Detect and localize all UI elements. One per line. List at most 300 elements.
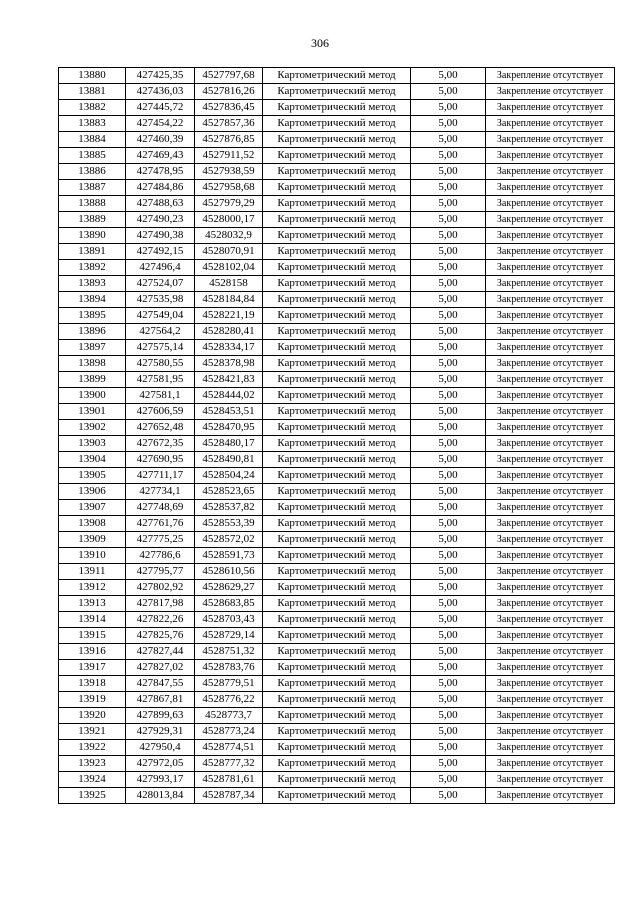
method-cell: Картометрический метод (263, 644, 411, 660)
y-coordinate-cell: 4528444,02 (195, 388, 263, 404)
x-coordinate-cell: 427488,63 (126, 196, 195, 212)
point-number-cell: 13895 (59, 308, 126, 324)
accuracy-cell: 5,00 (411, 436, 486, 452)
method-cell: Картометрический метод (263, 68, 411, 84)
table-row (59, 452, 615, 468)
y-coordinate-cell: 4528572,02 (195, 532, 263, 548)
page-number: 306 (311, 36, 329, 50)
fixing-cell: Закрепление отсутствует (486, 468, 615, 484)
y-coordinate-cell: 4528610,56 (195, 564, 263, 580)
method-cell: Картометрический метод (263, 548, 411, 564)
x-coordinate-cell: 427425,35 (126, 68, 195, 84)
point-number-cell: 13912 (59, 580, 126, 596)
table-row (59, 564, 615, 580)
method-cell: Картометрический метод (263, 244, 411, 260)
table-row (59, 388, 615, 404)
method-cell: Картометрический метод (263, 612, 411, 628)
fixing-cell: Закрепление отсутствует (486, 644, 615, 660)
point-number-cell: 13900 (59, 388, 126, 404)
table-row (59, 292, 615, 308)
table-row (59, 340, 615, 356)
table-row (59, 180, 615, 196)
table-row (59, 244, 615, 260)
x-coordinate-cell: 427535,98 (126, 292, 195, 308)
point-number-cell: 13904 (59, 452, 126, 468)
table-row (59, 596, 615, 612)
fixing-cell: Закрепление отсутствует (486, 676, 615, 692)
x-coordinate-cell: 427827,02 (126, 660, 195, 676)
accuracy-cell: 5,00 (411, 612, 486, 628)
method-cell: Картометрический метод (263, 692, 411, 708)
x-coordinate-cell: 427786,6 (126, 548, 195, 564)
table-row (59, 676, 615, 692)
y-coordinate-cell: 4527816,26 (195, 84, 263, 100)
x-coordinate-cell: 427490,23 (126, 212, 195, 228)
table-row (59, 420, 615, 436)
x-coordinate-cell: 427929,31 (126, 724, 195, 740)
point-number-cell: 13911 (59, 564, 126, 580)
x-coordinate-cell: 427827,44 (126, 644, 195, 660)
fixing-cell: Закрепление отсутствует (486, 292, 615, 308)
x-coordinate-cell: 427460,39 (126, 132, 195, 148)
x-coordinate-cell: 427478,95 (126, 164, 195, 180)
fixing-cell: Закрепление отсутствует (486, 500, 615, 516)
fixing-cell: Закрепление отсутствует (486, 660, 615, 676)
table-row (59, 276, 615, 292)
fixing-cell: Закрепление отсутствует (486, 180, 615, 196)
fixing-cell: Закрепление отсутствует (486, 148, 615, 164)
accuracy-cell: 5,00 (411, 548, 486, 564)
y-coordinate-cell: 4527797,68 (195, 68, 263, 84)
y-coordinate-cell: 4528783,76 (195, 660, 263, 676)
x-coordinate-cell: 427484,86 (126, 180, 195, 196)
x-coordinate-cell: 428013,84 (126, 788, 195, 804)
point-number-cell: 13908 (59, 516, 126, 532)
y-coordinate-cell: 4528781,61 (195, 772, 263, 788)
table-row (59, 612, 615, 628)
y-coordinate-cell: 4528537,82 (195, 500, 263, 516)
accuracy-cell: 5,00 (411, 340, 486, 356)
y-coordinate-cell: 4528776,22 (195, 692, 263, 708)
accuracy-cell: 5,00 (411, 404, 486, 420)
accuracy-cell: 5,00 (411, 580, 486, 596)
accuracy-cell: 5,00 (411, 564, 486, 580)
point-number-cell: 13889 (59, 212, 126, 228)
accuracy-cell: 5,00 (411, 132, 486, 148)
method-cell: Картометрический метод (263, 148, 411, 164)
y-coordinate-cell: 4528378,98 (195, 356, 263, 372)
point-number-cell: 13886 (59, 164, 126, 180)
accuracy-cell: 5,00 (411, 676, 486, 692)
accuracy-cell: 5,00 (411, 484, 486, 500)
x-coordinate-cell: 427950,4 (126, 740, 195, 756)
fixing-cell: Закрепление отсутствует (486, 260, 615, 276)
y-coordinate-cell: 4528102,04 (195, 260, 263, 276)
point-number-cell: 13909 (59, 532, 126, 548)
fixing-cell: Закрепление отсутствует (486, 724, 615, 740)
point-number-cell: 13898 (59, 356, 126, 372)
accuracy-cell: 5,00 (411, 628, 486, 644)
method-cell: Картометрический метод (263, 404, 411, 420)
accuracy-cell: 5,00 (411, 516, 486, 532)
x-coordinate-cell: 427899,63 (126, 708, 195, 724)
fixing-cell: Закрепление отсутствует (486, 756, 615, 772)
point-number-cell: 13896 (59, 324, 126, 340)
point-number-cell: 13920 (59, 708, 126, 724)
point-number-cell: 13919 (59, 692, 126, 708)
method-cell: Картометрический метод (263, 372, 411, 388)
x-coordinate-cell: 427580,55 (126, 356, 195, 372)
accuracy-cell: 5,00 (411, 148, 486, 164)
accuracy-cell: 5,00 (411, 260, 486, 276)
x-coordinate-cell: 427993,17 (126, 772, 195, 788)
y-coordinate-cell: 4528683,85 (195, 596, 263, 612)
accuracy-cell: 5,00 (411, 324, 486, 340)
accuracy-cell: 5,00 (411, 772, 486, 788)
x-coordinate-cell: 427454,22 (126, 116, 195, 132)
point-number-cell: 13899 (59, 372, 126, 388)
method-cell: Картометрический метод (263, 452, 411, 468)
accuracy-cell: 5,00 (411, 308, 486, 324)
table-row (59, 132, 615, 148)
method-cell: Картометрический метод (263, 788, 411, 804)
x-coordinate-cell: 427606,59 (126, 404, 195, 420)
fixing-cell: Закрепление отсутствует (486, 484, 615, 500)
x-coordinate-cell: 427445,72 (126, 100, 195, 116)
y-coordinate-cell: 4528703,43 (195, 612, 263, 628)
point-number-cell: 13888 (59, 196, 126, 212)
accuracy-cell: 5,00 (411, 756, 486, 772)
fixing-cell: Закрепление отсутствует (486, 308, 615, 324)
point-number-cell: 13892 (59, 260, 126, 276)
fixing-cell: Закрепление отсутствует (486, 212, 615, 228)
x-coordinate-cell: 427581,95 (126, 372, 195, 388)
x-coordinate-cell: 427492,15 (126, 244, 195, 260)
method-cell: Картометрический метод (263, 596, 411, 612)
y-coordinate-cell: 4527836,45 (195, 100, 263, 116)
method-cell: Картометрический метод (263, 772, 411, 788)
point-number-cell: 13921 (59, 724, 126, 740)
table-row (59, 196, 615, 212)
method-cell: Картометрический метод (263, 516, 411, 532)
fixing-cell: Закрепление отсутствует (486, 164, 615, 180)
point-number-cell: 13897 (59, 340, 126, 356)
x-coordinate-cell: 427867,81 (126, 692, 195, 708)
accuracy-cell: 5,00 (411, 420, 486, 436)
table-row (59, 548, 615, 564)
table-row (59, 212, 615, 228)
fixing-cell: Закрепление отсутствует (486, 740, 615, 756)
fixing-cell: Закрепление отсутствует (486, 372, 615, 388)
point-number-cell: 13914 (59, 612, 126, 628)
table-row (59, 148, 615, 164)
method-cell: Картометрический метод (263, 180, 411, 196)
point-number-cell: 13917 (59, 660, 126, 676)
table-row (59, 580, 615, 596)
point-number-cell: 13883 (59, 116, 126, 132)
fixing-cell: Закрепление отсутствует (486, 340, 615, 356)
fixing-cell: Закрепление отсутствует (486, 628, 615, 644)
y-coordinate-cell: 4527876,85 (195, 132, 263, 148)
y-coordinate-cell: 4527958,68 (195, 180, 263, 196)
method-cell: Картометрический метод (263, 308, 411, 324)
accuracy-cell: 5,00 (411, 180, 486, 196)
accuracy-cell: 5,00 (411, 244, 486, 260)
table-row (59, 740, 615, 756)
fixing-cell: Закрепление отсутствует (486, 420, 615, 436)
accuracy-cell: 5,00 (411, 708, 486, 724)
y-coordinate-cell: 4528480,17 (195, 436, 263, 452)
accuracy-cell: 5,00 (411, 740, 486, 756)
table-row (59, 660, 615, 676)
accuracy-cell: 5,00 (411, 692, 486, 708)
table-row (59, 164, 615, 180)
method-cell: Картометрический метод (263, 260, 411, 276)
method-cell: Картометрический метод (263, 388, 411, 404)
y-coordinate-cell: 4528729,14 (195, 628, 263, 644)
table-row (59, 484, 615, 500)
point-number-cell: 13903 (59, 436, 126, 452)
x-coordinate-cell: 427817,98 (126, 596, 195, 612)
point-number-cell: 13891 (59, 244, 126, 260)
method-cell: Картометрический метод (263, 580, 411, 596)
y-coordinate-cell: 4527938,59 (195, 164, 263, 180)
x-coordinate-cell: 427761,76 (126, 516, 195, 532)
y-coordinate-cell: 4528774,51 (195, 740, 263, 756)
x-coordinate-cell: 427690,95 (126, 452, 195, 468)
table-row (59, 404, 615, 420)
x-coordinate-cell: 427549,04 (126, 308, 195, 324)
point-number-cell: 13902 (59, 420, 126, 436)
table-row (59, 228, 615, 244)
point-number-cell: 13918 (59, 676, 126, 692)
x-coordinate-cell: 427652,48 (126, 420, 195, 436)
accuracy-cell: 5,00 (411, 388, 486, 404)
y-coordinate-cell: 4528773,7 (195, 708, 263, 724)
x-coordinate-cell: 427748,69 (126, 500, 195, 516)
fixing-cell: Закрепление отсутствует (486, 596, 615, 612)
table-row (59, 500, 615, 516)
x-coordinate-cell: 427575,14 (126, 340, 195, 356)
fixing-cell: Закрепление отсутствует (486, 436, 615, 452)
y-coordinate-cell: 4528523,65 (195, 484, 263, 500)
method-cell: Картометрический метод (263, 100, 411, 116)
method-cell: Картометрический метод (263, 468, 411, 484)
fixing-cell: Закрепление отсутствует (486, 244, 615, 260)
y-coordinate-cell: 4528629,27 (195, 580, 263, 596)
y-coordinate-cell: 4528453,51 (195, 404, 263, 420)
point-number-cell: 13924 (59, 772, 126, 788)
fixing-cell: Закрепление отсутствует (486, 692, 615, 708)
accuracy-cell: 5,00 (411, 500, 486, 516)
method-cell: Картометрический метод (263, 708, 411, 724)
x-coordinate-cell: 427775,25 (126, 532, 195, 548)
fixing-cell: Закрепление отсутствует (486, 772, 615, 788)
point-number-cell: 13901 (59, 404, 126, 420)
y-coordinate-cell: 4528787,34 (195, 788, 263, 804)
y-coordinate-cell: 4528751,32 (195, 644, 263, 660)
method-cell: Картометрический метод (263, 324, 411, 340)
x-coordinate-cell: 427972,05 (126, 756, 195, 772)
accuracy-cell: 5,00 (411, 532, 486, 548)
method-cell: Картометрический метод (263, 276, 411, 292)
fixing-cell: Закрепление отсутствует (486, 404, 615, 420)
point-number-cell: 13887 (59, 180, 126, 196)
point-number-cell: 13893 (59, 276, 126, 292)
accuracy-cell: 5,00 (411, 196, 486, 212)
y-coordinate-cell: 4527979,29 (195, 196, 263, 212)
fixing-cell: Закрепление отсутствует (486, 276, 615, 292)
y-coordinate-cell: 4527857,36 (195, 116, 263, 132)
point-number-cell: 13881 (59, 84, 126, 100)
y-coordinate-cell: 4528000,17 (195, 212, 263, 228)
table-row (59, 260, 615, 276)
y-coordinate-cell: 4528777,32 (195, 756, 263, 772)
table-row (59, 372, 615, 388)
method-cell: Картометрический метод (263, 500, 411, 516)
method-cell: Картометрический метод (263, 532, 411, 548)
fixing-cell: Закрепление отсутствует (486, 68, 615, 84)
point-number-cell: 13923 (59, 756, 126, 772)
table-row (59, 468, 615, 484)
method-cell: Картометрический метод (263, 724, 411, 740)
point-number-cell: 13907 (59, 500, 126, 516)
table-row (59, 788, 615, 804)
table-row (59, 644, 615, 660)
x-coordinate-cell: 427436,03 (126, 84, 195, 100)
point-number-cell: 13916 (59, 644, 126, 660)
y-coordinate-cell: 4528504,24 (195, 468, 263, 484)
method-cell: Картометрический метод (263, 676, 411, 692)
x-coordinate-cell: 427795,77 (126, 564, 195, 580)
y-coordinate-cell: 4528032,9 (195, 228, 263, 244)
fixing-cell: Закрепление отсутствует (486, 324, 615, 340)
method-cell: Картометрический метод (263, 196, 411, 212)
point-number-cell: 13922 (59, 740, 126, 756)
accuracy-cell: 5,00 (411, 372, 486, 388)
method-cell: Картометрический метод (263, 116, 411, 132)
x-coordinate-cell: 427711,17 (126, 468, 195, 484)
method-cell: Картометрический метод (263, 436, 411, 452)
fixing-cell: Закрепление отсутствует (486, 132, 615, 148)
point-number-cell: 13890 (59, 228, 126, 244)
x-coordinate-cell: 427822,26 (126, 612, 195, 628)
table-row (59, 68, 615, 84)
y-coordinate-cell: 4528280,41 (195, 324, 263, 340)
point-number-cell: 13880 (59, 68, 126, 84)
table-body (59, 68, 615, 804)
x-coordinate-cell: 427496,4 (126, 260, 195, 276)
accuracy-cell: 5,00 (411, 116, 486, 132)
method-cell: Картометрический метод (263, 164, 411, 180)
accuracy-cell: 5,00 (411, 164, 486, 180)
fixing-cell: Закрепление отсутствует (486, 708, 615, 724)
table-row (59, 756, 615, 772)
table-row (59, 772, 615, 788)
point-number-cell: 13905 (59, 468, 126, 484)
accuracy-cell: 5,00 (411, 84, 486, 100)
table-row (59, 308, 615, 324)
fixing-cell: Закрепление отсутствует (486, 388, 615, 404)
accuracy-cell: 5,00 (411, 596, 486, 612)
x-coordinate-cell: 427825,76 (126, 628, 195, 644)
table-row (59, 628, 615, 644)
fixing-cell: Закрепление отсутствует (486, 788, 615, 804)
table-row (59, 724, 615, 740)
y-coordinate-cell: 4528470,95 (195, 420, 263, 436)
fixing-cell: Закрепление отсутствует (486, 452, 615, 468)
fixing-cell: Закрепление отсутствует (486, 580, 615, 596)
table-row (59, 356, 615, 372)
method-cell: Картометрический метод (263, 84, 411, 100)
x-coordinate-cell: 427524,07 (126, 276, 195, 292)
y-coordinate-cell: 4528184,84 (195, 292, 263, 308)
y-coordinate-cell: 4528070,91 (195, 244, 263, 260)
point-number-cell: 13885 (59, 148, 126, 164)
method-cell: Картометрический метод (263, 420, 411, 436)
accuracy-cell: 5,00 (411, 452, 486, 468)
coordinates-table (58, 67, 615, 804)
fixing-cell: Закрепление отсутствует (486, 116, 615, 132)
fixing-cell: Закрепление отсутствует (486, 564, 615, 580)
point-number-cell: 13906 (59, 484, 126, 500)
y-coordinate-cell: 4528773,24 (195, 724, 263, 740)
table-row (59, 532, 615, 548)
point-number-cell: 13910 (59, 548, 126, 564)
fixing-cell: Закрепление отсутствует (486, 516, 615, 532)
point-number-cell: 13915 (59, 628, 126, 644)
x-coordinate-cell: 427847,55 (126, 676, 195, 692)
method-cell: Картометрический метод (263, 564, 411, 580)
fixing-cell: Закрепление отсутствует (486, 196, 615, 212)
method-cell: Картометрический метод (263, 660, 411, 676)
x-coordinate-cell: 427581,1 (126, 388, 195, 404)
table-row (59, 84, 615, 100)
fixing-cell: Закрепление отсутствует (486, 228, 615, 244)
accuracy-cell: 5,00 (411, 228, 486, 244)
method-cell: Картометрический метод (263, 228, 411, 244)
accuracy-cell: 5,00 (411, 100, 486, 116)
table-row (59, 708, 615, 724)
method-cell: Картометрический метод (263, 740, 411, 756)
x-coordinate-cell: 427734,1 (126, 484, 195, 500)
y-coordinate-cell: 4528221,19 (195, 308, 263, 324)
method-cell: Картометрический метод (263, 292, 411, 308)
y-coordinate-cell: 4527911,52 (195, 148, 263, 164)
fixing-cell: Закрепление отсутствует (486, 548, 615, 564)
accuracy-cell: 5,00 (411, 724, 486, 740)
accuracy-cell: 5,00 (411, 356, 486, 372)
method-cell: Картометрический метод (263, 132, 411, 148)
point-number-cell: 13884 (59, 132, 126, 148)
fixing-cell: Закрепление отсутствует (486, 100, 615, 116)
method-cell: Картометрический метод (263, 356, 411, 372)
y-coordinate-cell: 4528158 (195, 276, 263, 292)
table-row (59, 324, 615, 340)
accuracy-cell: 5,00 (411, 468, 486, 484)
table-row (59, 100, 615, 116)
x-coordinate-cell: 427490,38 (126, 228, 195, 244)
fixing-cell: Закрепление отсутствует (486, 356, 615, 372)
fixing-cell: Закрепление отсутствует (486, 612, 615, 628)
y-coordinate-cell: 4528334,17 (195, 340, 263, 356)
method-cell: Картометрический метод (263, 484, 411, 500)
point-number-cell: 13882 (59, 100, 126, 116)
accuracy-cell: 5,00 (411, 212, 486, 228)
fixing-cell: Закрепление отсутствует (486, 84, 615, 100)
point-number-cell: 13925 (59, 788, 126, 804)
y-coordinate-cell: 4528490,81 (195, 452, 263, 468)
